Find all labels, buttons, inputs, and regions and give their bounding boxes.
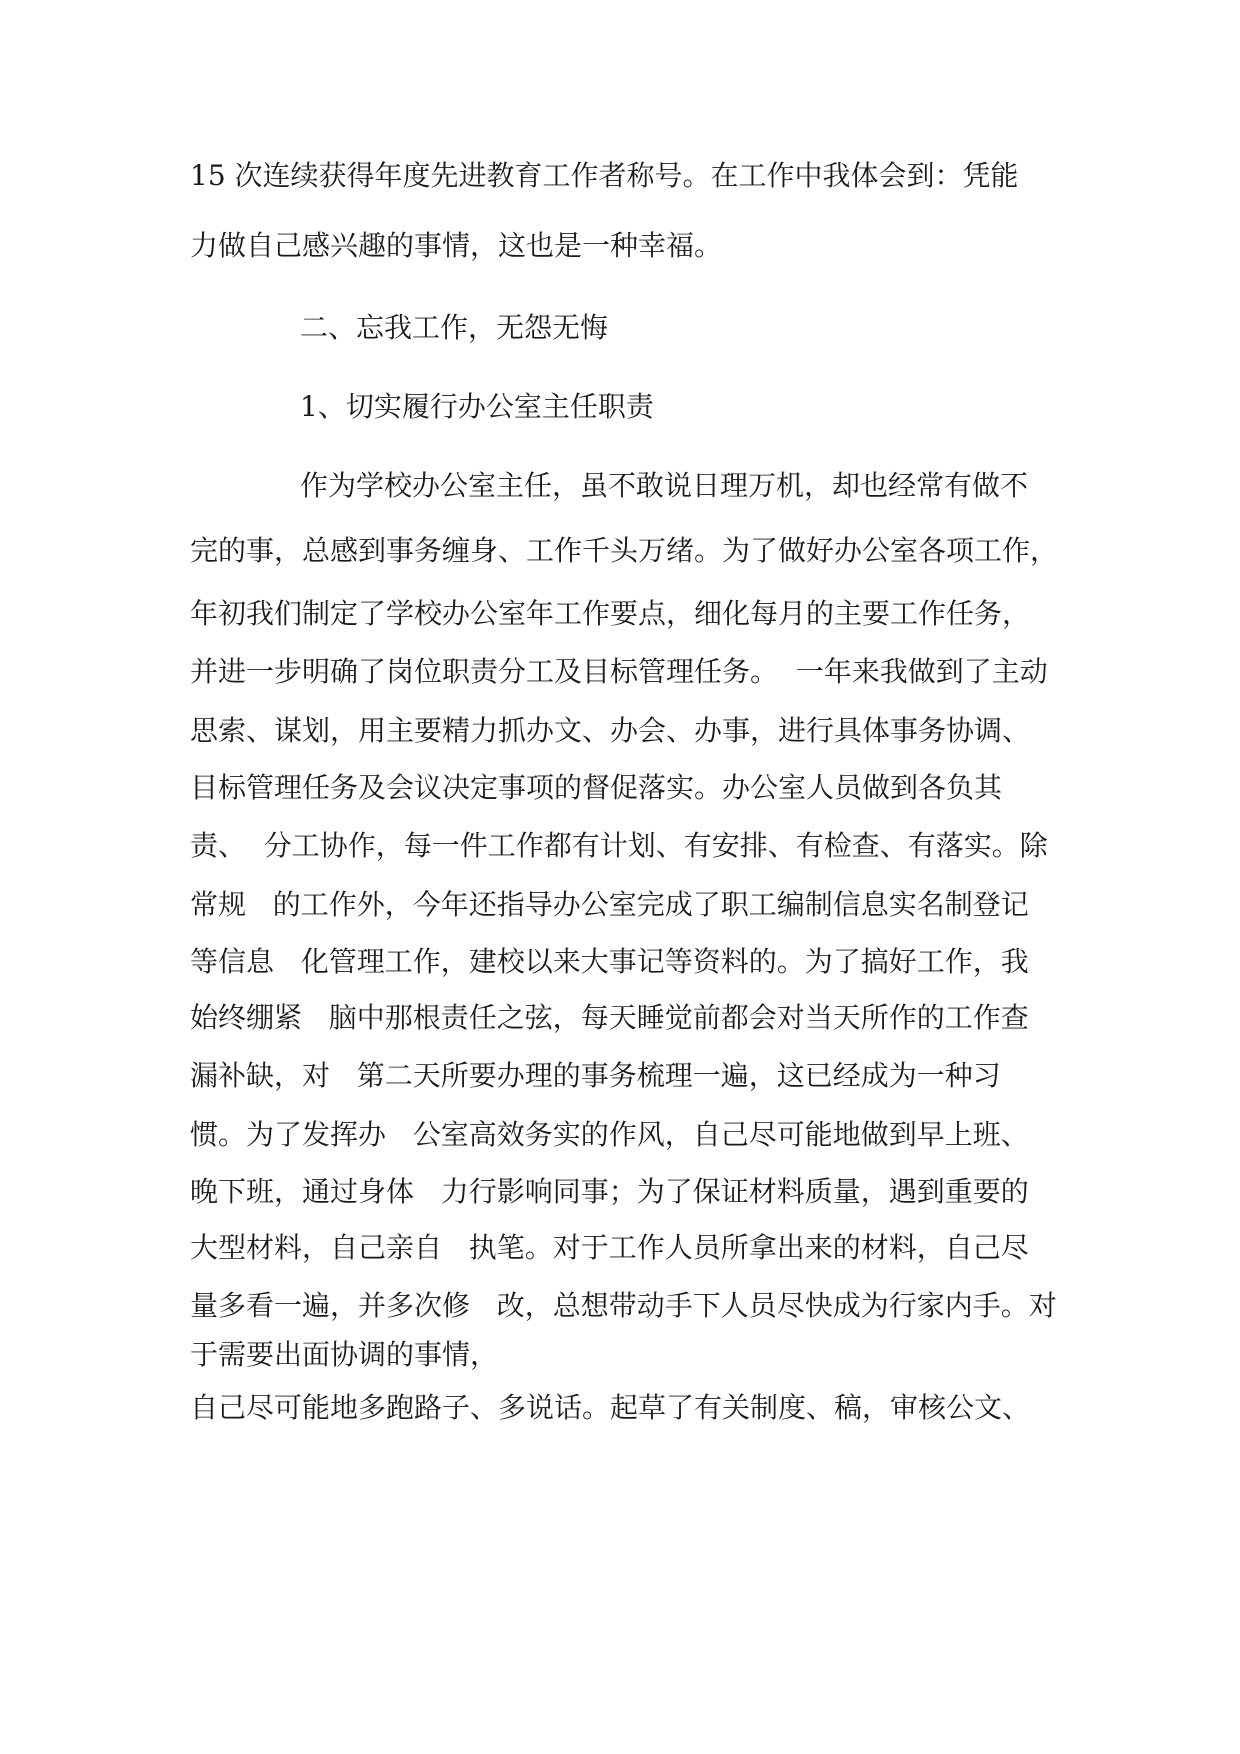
text-line: 责、 分工协作，每一件工作都有计划、有安排、有检查、有落实。除 [190, 829, 1048, 862]
text-line: 思索、谋划，用主要精力抓办文、办会、办事，进行具体事务协调、 [190, 714, 1031, 747]
text-line: 目标管理任务及会议决定事项的督促落实。办公室人员做到各负其 [190, 771, 1003, 804]
text-line: 15 次连续获得年度先进教育工作者称号。在工作中我体会到：凭能 [190, 159, 1019, 192]
text-line: 漏补缺，对 第二天所要办理的事务梳理一遍，这已经成为一种习 [190, 1059, 1001, 1092]
text-line: 常规 的工作外，今年还指导办公室完成了职工编制信息实名制登记 [190, 888, 1029, 921]
text-line: 量多看一遍，并多次修 改，总想带动手下人员尽快成为行家内手。对 [190, 1289, 1057, 1322]
text-line: 完的事，总感到事务缠身、工作千头万绪。为了做好办公室各项工作， [190, 534, 1059, 567]
text-line: 年初我们制定了学校办公室年工作要点，细化每月的主要工作任务， [190, 597, 1031, 630]
text-line: 惯。为了发挥办 公室高效务实的作风，自己尽可能地做到早上班、 [190, 1118, 1029, 1151]
section-heading: 二、忘我工作，无怨无悔 [300, 311, 609, 344]
text-line: 始终绷紧 脑中那根责任之弦，每天睡觉前都会对当天所作的工作查 [190, 1001, 1029, 1034]
text-line: 并进一步明确了岗位职责分工及目标管理任务。 一年来我做到了主动 [190, 655, 1048, 688]
text-line: 自己尽可能地多跑路子、多说话。起草了有关制度、稿，审核公文、 [190, 1391, 1031, 1424]
text-line: 晚下班，通过身体 力行影响同事；为了保证材料质量，遇到重要的 [190, 1175, 1029, 1208]
text-line: 力做自己感兴趣的事情，这也是一种幸福。 [190, 229, 723, 262]
subsection-heading: 1、切实履行办公室主任职责 [300, 390, 654, 423]
text-line: 大型材料，自己亲自 执笔。对于工作人员所拿出来的材料，自己尽 [190, 1231, 1029, 1264]
text-line: 等信息 化管理工作，建校以来大事记等资料的。为了搞好工作，我 [190, 945, 1029, 978]
text-line: 于需要出面协调的事情， [190, 1338, 499, 1371]
paragraph-first-line: 作为学校办公室主任，虽不敢说日理万机，却也经常有做不 [300, 469, 1029, 502]
